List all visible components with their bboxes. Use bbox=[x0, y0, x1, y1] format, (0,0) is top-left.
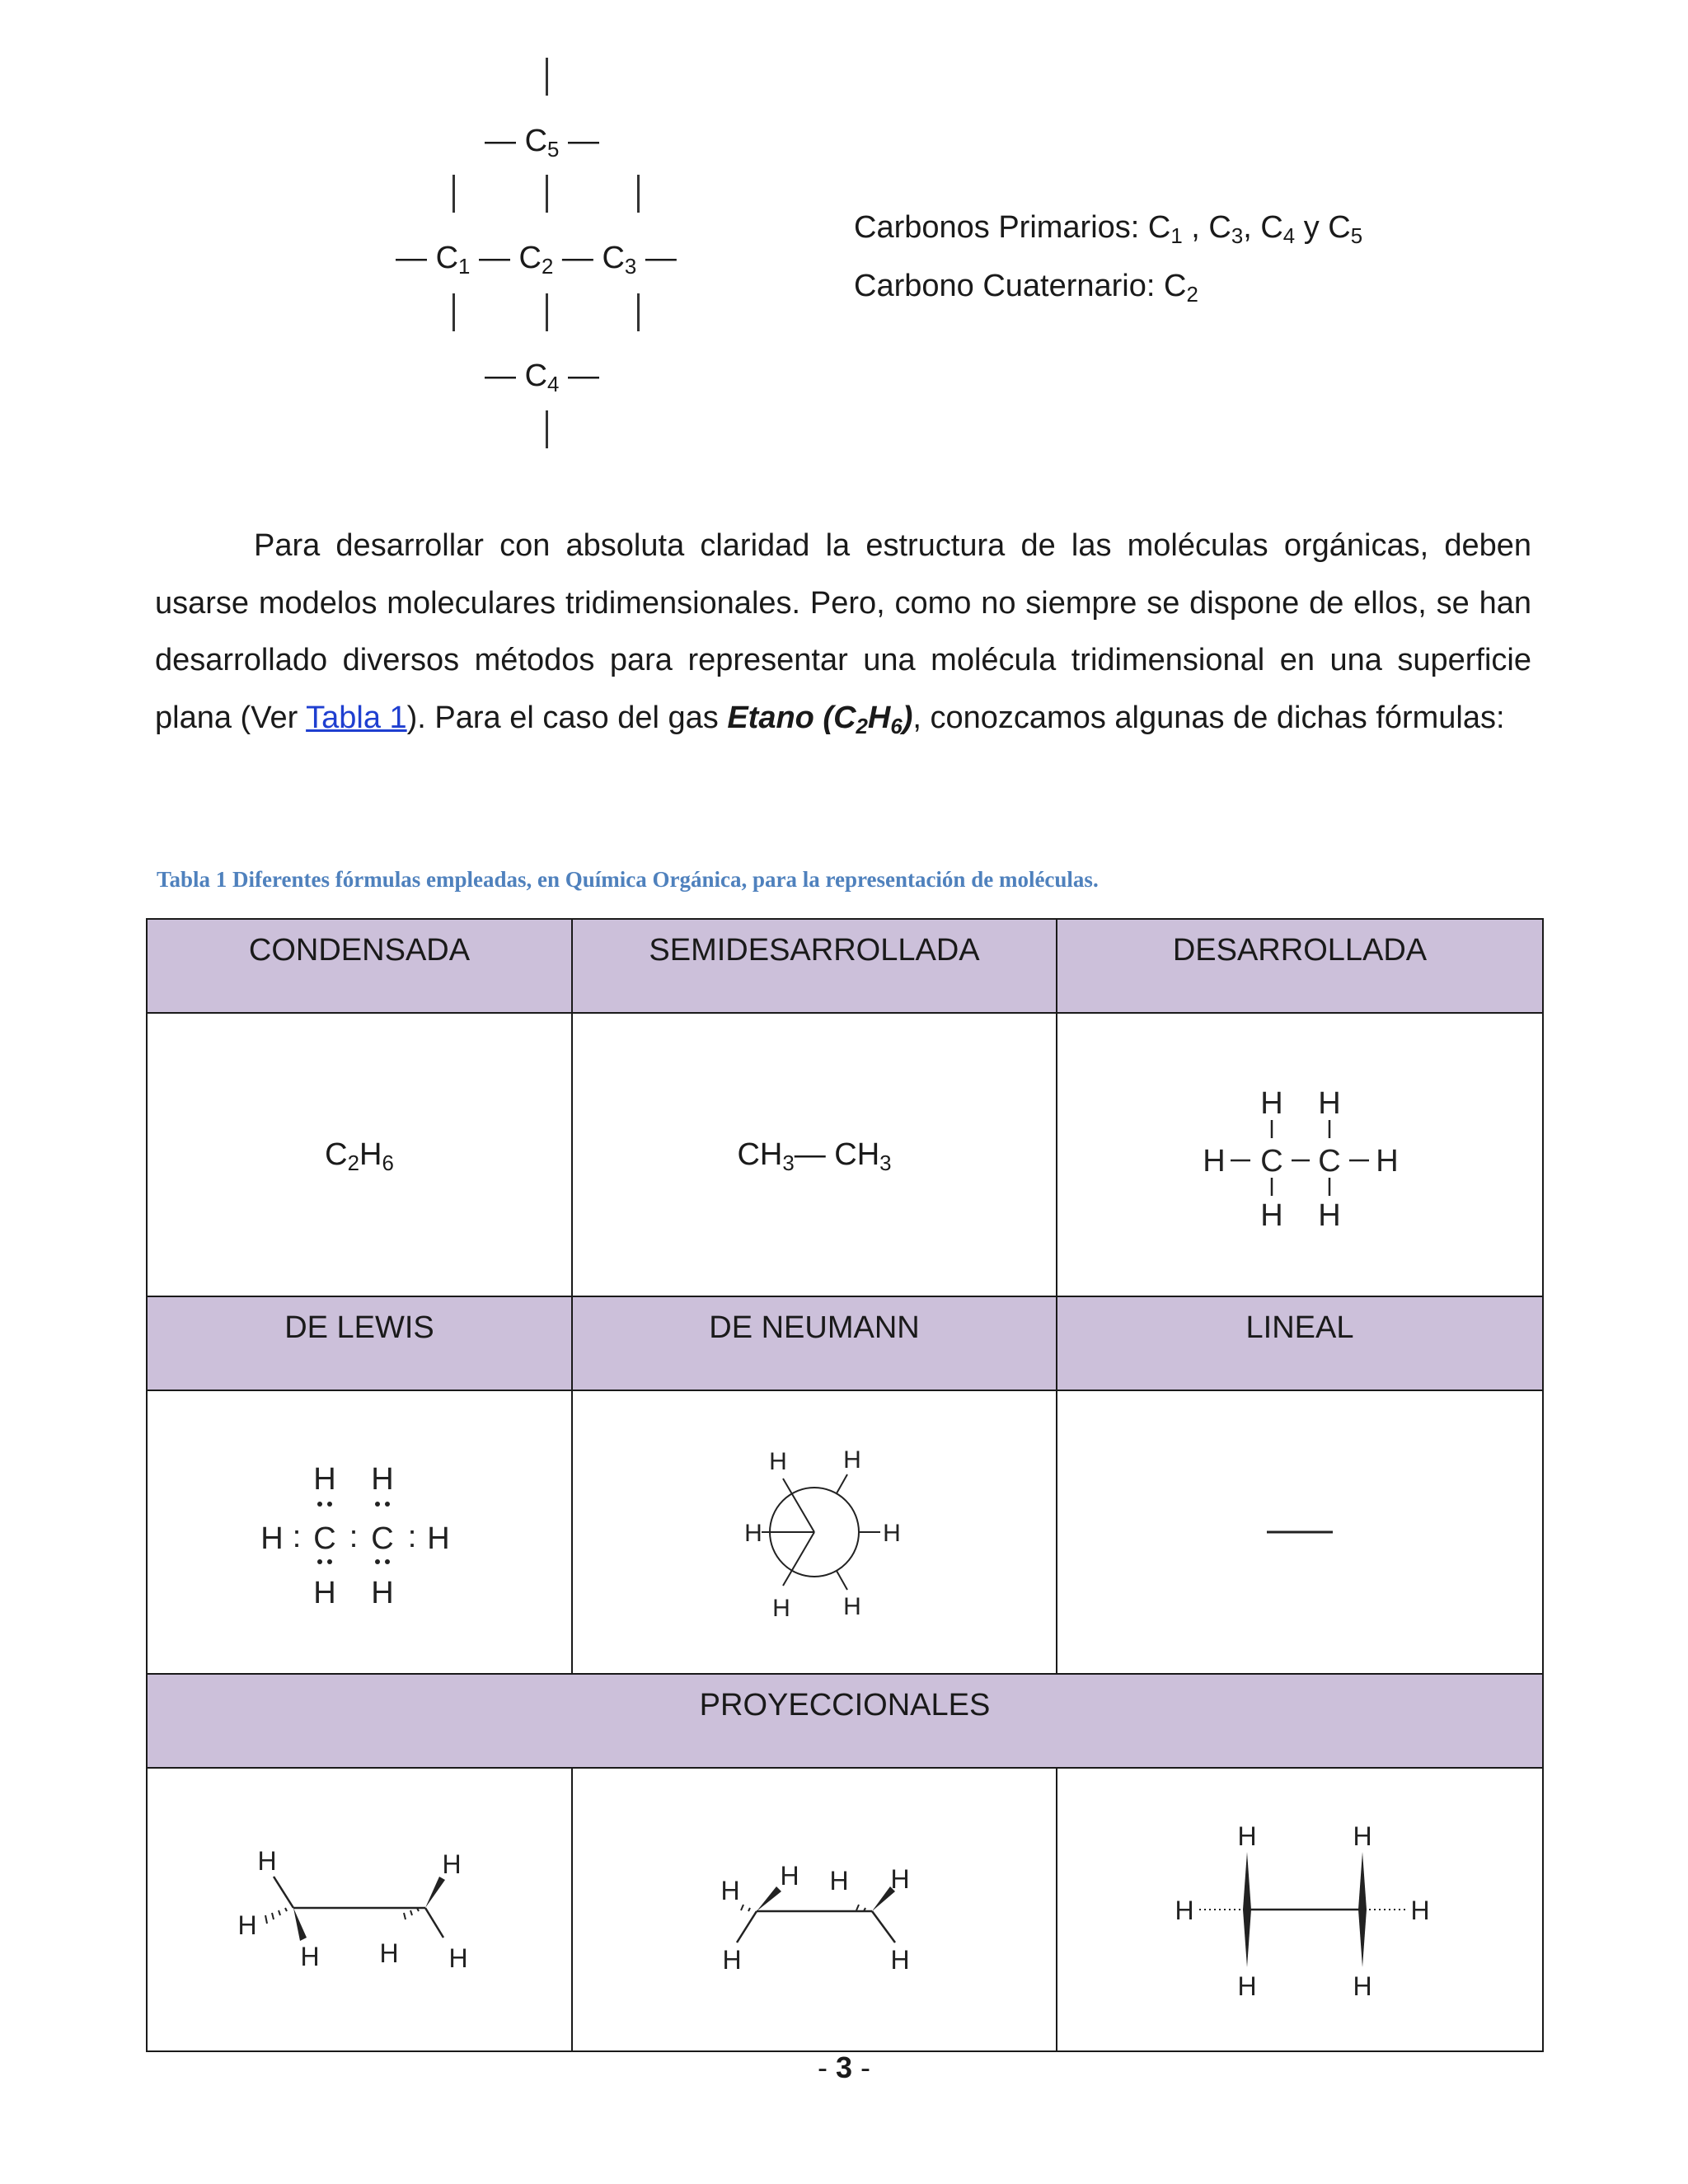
bond-vertical bbox=[452, 293, 455, 331]
svg-text:H: H bbox=[1376, 1144, 1399, 1179]
c4-row: — $C_4$ — bbox=[485, 359, 599, 397]
c2-label: $C_2$ bbox=[518, 241, 554, 279]
svg-text:H: H bbox=[1318, 1198, 1341, 1229]
svg-text:H: H bbox=[890, 1864, 910, 1894]
svg-text:C: C bbox=[1260, 1144, 1283, 1179]
svg-text:C: C bbox=[313, 1521, 336, 1556]
fischer-projection bbox=[1057, 1768, 1543, 2051]
svg-text::: : bbox=[349, 1520, 359, 1554]
header-de-lewis: DE LEWIS bbox=[147, 1296, 572, 1390]
line-formula-bond bbox=[1201, 1516, 1399, 1549]
ethane-name: Etano $(C_2H_6)$ bbox=[727, 700, 913, 738]
svg-text:H: H bbox=[883, 1520, 901, 1547]
bond-bottom bbox=[546, 410, 548, 448]
svg-text:H: H bbox=[313, 1462, 336, 1497]
sawhorse-projection-staggered bbox=[147, 1768, 572, 2051]
newman-projection bbox=[572, 1390, 1057, 1674]
sawhorse-staggered-drawing bbox=[227, 1827, 491, 1992]
svg-text:H: H bbox=[1175, 1896, 1194, 1925]
svg-text:H: H bbox=[843, 1593, 861, 1620]
c1-label: $C_1$ bbox=[435, 241, 471, 279]
bond-vertical bbox=[637, 175, 640, 213]
svg-text::: : bbox=[292, 1520, 302, 1554]
svg-text:H: H bbox=[260, 1521, 284, 1556]
svg-text:H: H bbox=[722, 1945, 742, 1975]
header-de-neumann: DE NEUMANN bbox=[572, 1296, 1057, 1390]
bond-vertical bbox=[637, 293, 640, 331]
svg-text:H: H bbox=[890, 1945, 910, 1975]
header-semidesarrollada: SEMIDESARROLLADA bbox=[572, 919, 1057, 1013]
quaternary-carbon-note: Carbono Cuaternario: $C_2$ bbox=[854, 269, 1198, 307]
svg-text:H: H bbox=[843, 1446, 861, 1474]
c5-row bbox=[485, 124, 599, 162]
bond-top bbox=[546, 58, 548, 96]
sawhorse-projection-eclipsed bbox=[572, 1768, 1057, 2051]
table-caption: Tabla 1 Diferentes fórmulas empleadas, en Química Orgánica, para la representación de moléculas. bbox=[157, 867, 1099, 892]
svg-text:H: H bbox=[1260, 1086, 1283, 1121]
expanded-structure-drawing bbox=[1201, 1080, 1399, 1229]
bond-vertical bbox=[452, 175, 455, 213]
lewis-formula bbox=[147, 1390, 572, 1674]
condensed-formula: $C_2H_6$ bbox=[147, 1013, 572, 1296]
svg-text:H: H bbox=[1237, 1821, 1257, 1851]
bond-vertical bbox=[546, 293, 548, 331]
svg-text:H: H bbox=[379, 1938, 399, 1968]
svg-text:H: H bbox=[1410, 1896, 1430, 1925]
c5-label: $C_5$ bbox=[524, 124, 560, 162]
fischer-projection-drawing bbox=[1160, 1819, 1440, 2000]
c4-label: $C_4$ bbox=[524, 359, 560, 397]
header-proyeccionales: PROYECCIONALES bbox=[147, 1674, 1543, 1768]
svg-text:H: H bbox=[442, 1849, 462, 1879]
svg-text:H: H bbox=[744, 1520, 762, 1547]
expanded-formula bbox=[1057, 1013, 1543, 1296]
primary-carbons-note: Carbonos Primarios: $C_1$ , $C_3$, $C_4$ y $C_5$ bbox=[854, 210, 1363, 249]
svg-text:C: C bbox=[1318, 1144, 1341, 1179]
bond-dash: — bbox=[567, 124, 599, 158]
line-formula bbox=[1057, 1390, 1543, 1674]
svg-text:H: H bbox=[1203, 1144, 1226, 1179]
svg-text:H: H bbox=[237, 1910, 257, 1940]
svg-text:H: H bbox=[1353, 1971, 1372, 2000]
bond-vertical bbox=[546, 175, 548, 213]
svg-text:H: H bbox=[829, 1866, 849, 1896]
svg-text:H: H bbox=[448, 1943, 468, 1973]
bond-dash: — bbox=[485, 124, 516, 158]
tabla-1-link[interactable]: Tabla 1 bbox=[306, 700, 407, 735]
svg-text:H: H bbox=[371, 1462, 394, 1497]
main-chain-row: — $C_1$ — $C_2$ — $C_3$ — bbox=[396, 241, 677, 279]
svg-text:H: H bbox=[772, 1595, 790, 1622]
page-number: - 3 - bbox=[817, 2050, 871, 2084]
svg-text:H: H bbox=[427, 1521, 450, 1556]
svg-text:H: H bbox=[371, 1576, 394, 1606]
formulas-table bbox=[146, 918, 1544, 2052]
svg-text:C: C bbox=[371, 1521, 394, 1556]
header-desarrollada: DESARROLLADA bbox=[1057, 919, 1543, 1013]
header-lineal: LINEAL bbox=[1057, 1296, 1543, 1390]
svg-text:H: H bbox=[1237, 1971, 1257, 2000]
svg-text::: : bbox=[407, 1520, 417, 1554]
header-condensada: CONDENSADA bbox=[147, 919, 572, 1013]
newman-projection-drawing bbox=[707, 1433, 921, 1631]
svg-text:H: H bbox=[1353, 1821, 1372, 1851]
c3-label: $C_3$ bbox=[602, 241, 637, 279]
svg-text:H: H bbox=[257, 1846, 277, 1876]
svg-text:H: H bbox=[720, 1876, 740, 1905]
sawhorse-eclipsed-drawing bbox=[682, 1827, 946, 1992]
semi-expanded-formula: $CH_3—$ $CH_3$ bbox=[572, 1013, 1057, 1296]
body-paragraph: Para desarrollar con absoluta claridad la estructura de las moléculas orgánicas, deben usarse modelos moleculares tridimensionales. Pero, como no siempre se dispone de ellos, se han desarrollado diversos métodos para representar una molécula tridimensional en una superficie plana (Ver Tabla 1). Para el caso del gas Etano $(C_2H_6)$, conozcamos algunas de dichas fórmulas: bbox=[155, 528, 1531, 738]
svg-text:H: H bbox=[769, 1448, 787, 1475]
svg-text:H: H bbox=[1318, 1086, 1341, 1121]
svg-text:H: H bbox=[300, 1942, 320, 1971]
svg-text:H: H bbox=[1260, 1198, 1283, 1229]
svg-text:H: H bbox=[780, 1861, 799, 1891]
lewis-structure-drawing bbox=[260, 1458, 458, 1606]
svg-text:H: H bbox=[313, 1576, 336, 1606]
